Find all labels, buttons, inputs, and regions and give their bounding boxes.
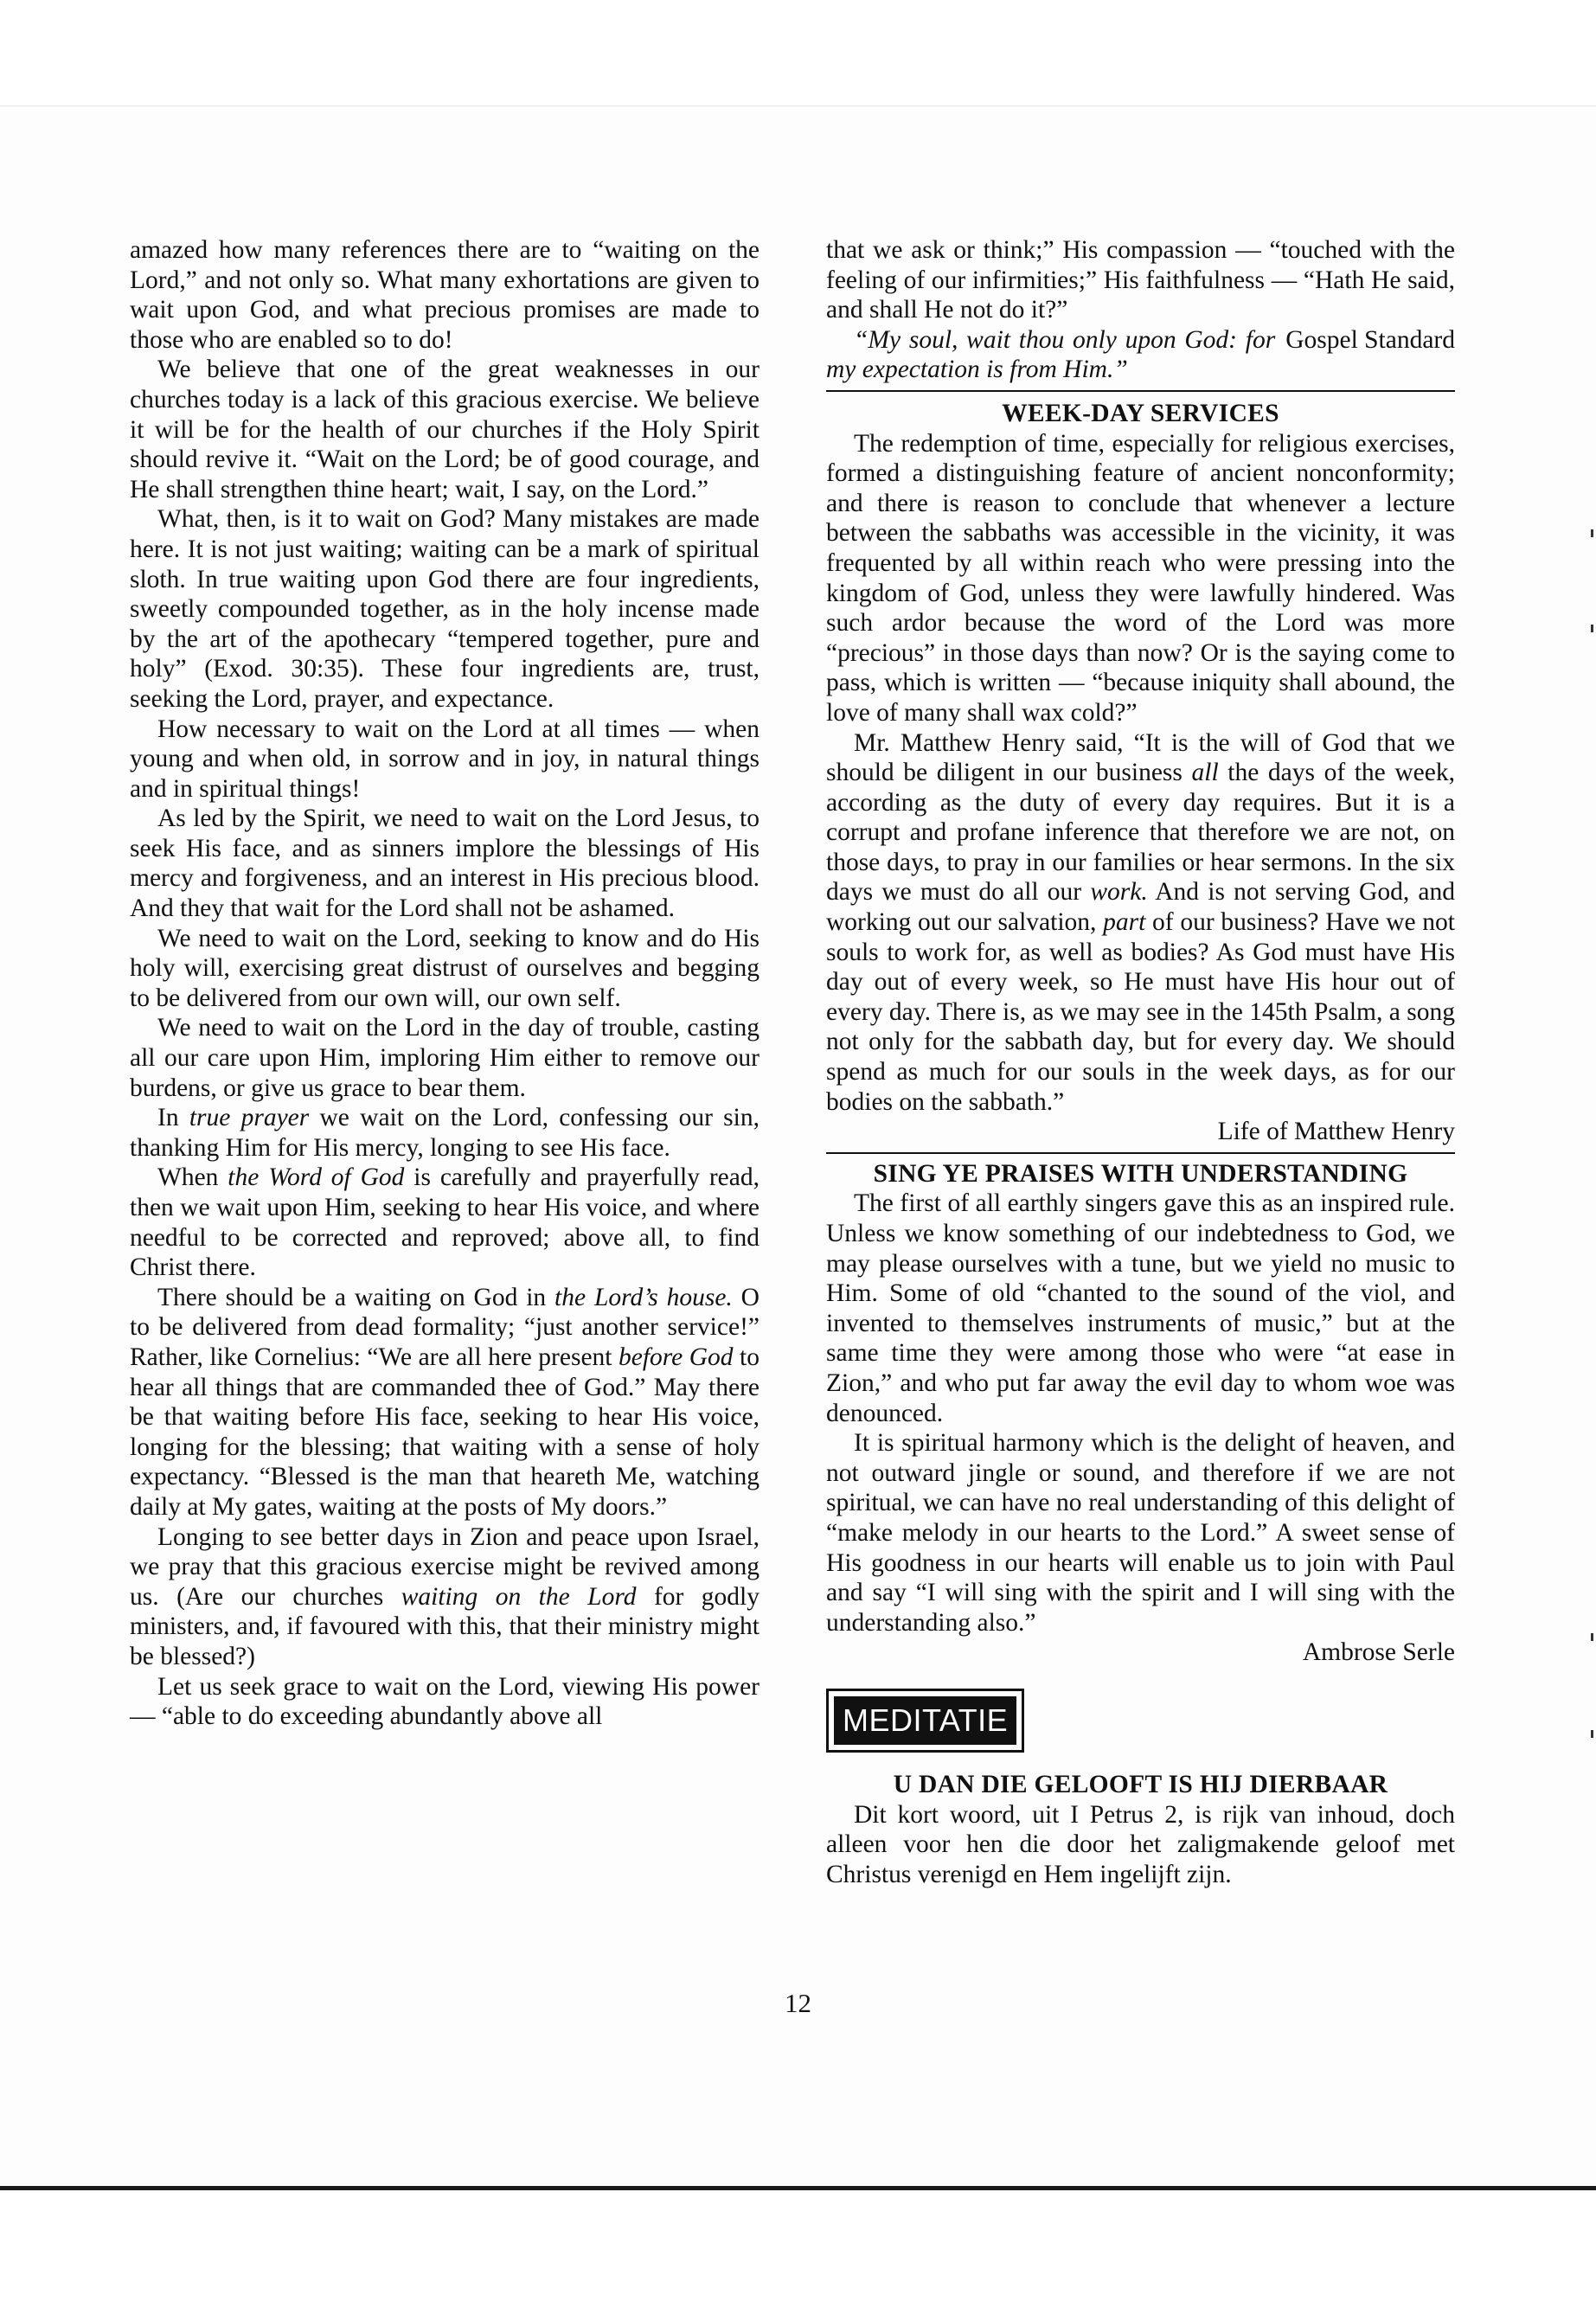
paragraph: In true prayer we wait on the Lord, confessing our sin, thanking Him for His mercy, longing to see His face. <box>130 1104 760 1162</box>
paragraph: that we ask or think;” His compassion — “touched with the feeling of our infirmities;” His faithfulness — “Hath He said, and shall He not do it?” <box>826 236 1455 324</box>
paragraph: Let us seek grace to wait on the Lord, viewing His power — “able to do exceeding abundantly above all <box>130 1672 760 1731</box>
paragraph: It is spiritual harmony which is the delight of heaven, and not outward jingle or sound, and therefore if we are not spiritual, we can have no real understanding of this delight of “make melody in our hearts to the Lord.” A sweet sense of His goodness in our hearts will enable us to join with Paul and say “I will sing with the spirit and I will sing with the understanding also.” <box>826 1429 1455 1637</box>
page-bottom-edge <box>0 2186 1596 2190</box>
paragraph: Mr. Matthew Henry said, “It is the will of God that we should be diligent in our business all the days of the week, according as the duty of every day requires. But it is a corrupt and profane inference that therefore we are not, on those days, to pray in our families or hear sermons. In the six days we must do all our work. And is not serving God, and working out our salvation, part of our business? Have we not souls to work for, as well as bodies? As God must have His day out of every week, so He must have His hour out of every day. There is, as we may see in the 145th Psalm, a song not only for the sabbath day, but for every day. We should spend as much for our souls in the week days, as for our bodies on the sabbath.” <box>826 728 1456 1116</box>
source-credit: Gospel Standard <box>1285 325 1455 354</box>
meditatie-badge-wrap <box>826 1689 1455 1753</box>
source-line <box>826 1638 1455 1668</box>
source-credit: Ambrose Serle <box>1302 1638 1455 1667</box>
paragraph: We need to wait on the Lord, seeking to know and do His holy will, exercising great distrust of ourselves and begging to be delivered from our own will, our own self. <box>130 924 760 1012</box>
quote-line <box>826 325 1455 385</box>
source-credit: Life of Matthew Henry <box>1217 1118 1455 1146</box>
section-heading: SING YE PRAISES WITH UNDERSTANDING <box>873 1159 1408 1188</box>
paragraph: We need to wait on the Lord in the day of trouble, casting all our care upon Him, imploring Him either to remove our burdens, or give us grace to bear them. <box>130 1014 760 1102</box>
paragraph: Longing to see better days in Zion and peace upon Israel, we pray that this gracious exercise might be revived among us. (Are our churches waiting on the Lord for godly ministers, and, if favoured with this, that their ministry might be blessed?) <box>130 1522 760 1670</box>
meditatie-badge <box>826 1689 1024 1753</box>
page-number: 12 <box>785 1988 811 2018</box>
paragraph: As led by the Spirit, we need to wait on the Lord Jesus, to seek His face, and as sinners implore the blessings of His mercy and forgiveness, and an interest in His precious blood. And they that wait for the Lord shall not be ashamed. <box>130 804 760 923</box>
edge-mark <box>1591 529 1593 537</box>
edge-mark <box>1591 1730 1593 1738</box>
edge-mark <box>1591 625 1593 632</box>
divider <box>826 1152 1455 1154</box>
scripture-quote: “My soul, wait thou only upon God: for my expectation is from Him.” <box>826 325 1276 384</box>
divider <box>826 390 1455 392</box>
paragraph: How necessary to wait on the Lord at all times — when young and when old, in sorrow and in joy, in natural things and in spiritual things! <box>130 715 760 803</box>
section-heading: WEEK-DAY SERVICES <box>1002 399 1279 427</box>
paragraph: When the Word of God is carefully and prayerfully read, then we wait upon Him, seeking to hear His voice, and where needful to be corrected and reproved; above all, to find Christ there. <box>130 1163 760 1282</box>
edge-mark <box>1591 1633 1593 1641</box>
paragraph: The redemption of time, especially for religious exercises, formed a distinguishing feature of ancient nonconformity; and there is reason to conclude that whenever a lecture between the sabbaths was accessible in the vicinity, it was frequented by all within reach who were pressing into the kingdom of God, unless they were lawfully hindered. Was such ardor because the word of the Lord was more “precious” in those days than now? Or is the saying come to pass, which is written — “because iniquity shall abound, the love of many shall wax cold?” <box>826 429 1455 727</box>
paragraph: Dit kort woord, uit I Petrus 2, is rijk van inhoud, doch alleen voor hen die door het zaligmakende geloof met Christus verenigd en Hem ingelijft zijn. <box>826 1800 1455 1888</box>
badge-label: MEDITATIE <box>834 1696 1016 1745</box>
right-column <box>826 235 1455 1889</box>
paragraph: We believe that one of the great weaknesses in our churches today is a lack of this gracious exercise. We believe it will be for the health of our churches if the Holy Spirit should revive it. “Wait on the Lord; be of good courage, and He shall strengthen thine heart; wait, I say, on the Lord.” <box>130 356 760 503</box>
paragraph: amazed how many references there are to “waiting on the Lord,” and not only so. What many exhortations are given to wait upon God, and what precious promises are made to those who are enabled so to do! <box>130 236 760 354</box>
section-heading: U DAN DIE GELOOFT IS HIJ DIERBAAR <box>893 1770 1388 1798</box>
left-column <box>130 235 760 1732</box>
paragraph: There should be a waiting on God in the Lord’s house. O to be delivered from dead formality; “just another service!” Rather, like Cornelius: “We are all here present before God to hear all things that are commanded thee of God.” May there be that waiting before His face, seeking to hear His voice, longing for the blessing; that waiting with a sense of holy expectancy. “Blessed is the man that heareth Me, watching daily at My gates, waiting at the posts of My doors.” <box>130 1283 760 1521</box>
source-line <box>826 1117 1455 1147</box>
paragraph: What, then, is it to wait on God? Many mistakes are made here. It is not just waiting; waiting can be a mark of spiritual sloth. In true waiting upon God there are four ingredients, sweetly compounded together, as in the holy incense made by the art of the apothecary “tempered together, pure and holy” (Exod. 30:35). These four ingredients are, trust, seeking the Lord, prayer, and expectance. <box>130 505 760 713</box>
paragraph: The first of all earthly singers gave this as an inspired rule. Unless we know something of our indebtedness to God, we may please ourselves with a tune, but we yield no music to Him. Some of old “chanted to the sound of the viol, and invented to themselves instruments of music,” but at the same time they were among those who were “at ease in Zion,” and who put far away the evil day to whom woe was denounced. <box>826 1189 1455 1427</box>
